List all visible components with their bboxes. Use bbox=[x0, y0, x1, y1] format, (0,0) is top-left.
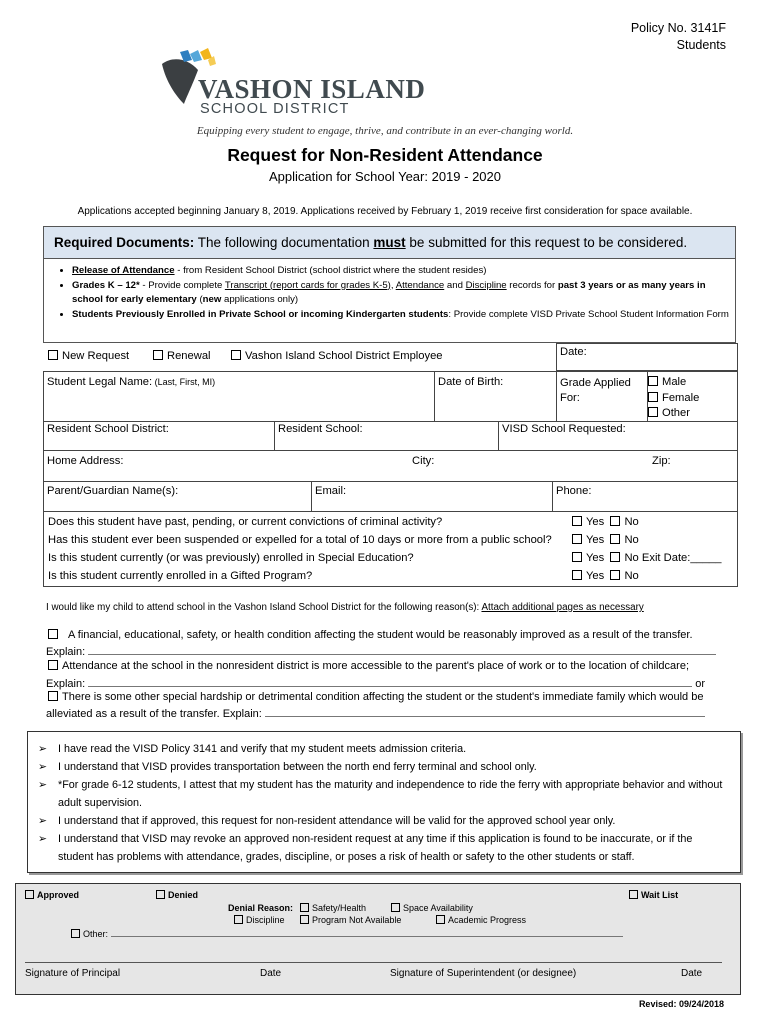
question-text: Is this student currently enrolled in a Gifted Program? bbox=[48, 570, 313, 582]
item-text: : Provide complete VISD Private School Student Information Form bbox=[448, 308, 729, 320]
explain-field[interactable] bbox=[46, 706, 705, 720]
required-documents-header bbox=[43, 226, 736, 259]
checkbox-icon[interactable] bbox=[629, 890, 638, 899]
district-tagline: Equipping every student to engage, thrive, and contribute in an ever-changing world. bbox=[196, 125, 574, 137]
item-text: , bbox=[390, 279, 396, 291]
question-answer bbox=[572, 516, 639, 528]
yes-label: Yes bbox=[586, 552, 605, 564]
option-label: Denied bbox=[168, 890, 199, 900]
resident-school-field[interactable] bbox=[275, 421, 499, 450]
field-label: City: bbox=[412, 455, 435, 467]
district-subtitle: SCHOOL DISTRICT bbox=[200, 101, 350, 117]
list-item bbox=[72, 264, 735, 279]
address-row bbox=[43, 451, 738, 482]
option-label: Academic Progress bbox=[448, 915, 527, 925]
checkbox-icon[interactable] bbox=[648, 376, 658, 386]
applications-note: Applications accepted beginning January 8, 2019. Applications received by February 1, 2019 receive first consideration for space available. bbox=[77, 206, 693, 217]
question-answer bbox=[572, 570, 639, 582]
checkbox-icon[interactable] bbox=[610, 534, 620, 544]
option-label: Vashon Island School District Employee bbox=[245, 350, 443, 362]
superintendent-date-label: Date bbox=[681, 968, 703, 979]
intro-text: I would like my child to attend school in the Vashon Island School District for the following reason(s): bbox=[46, 602, 482, 613]
option-label: Program Not Available bbox=[312, 915, 402, 925]
program-option[interactable] bbox=[300, 915, 401, 925]
checkbox-icon[interactable] bbox=[648, 392, 658, 402]
checkbox-icon[interactable] bbox=[153, 350, 163, 360]
policy-section: Students bbox=[676, 38, 726, 52]
list-item bbox=[38, 758, 728, 776]
other-reason-field[interactable] bbox=[71, 928, 623, 939]
ack-text: I understand that VISD provides transportation between the north end ferry terminal and school only. bbox=[58, 761, 537, 773]
resident-district-field[interactable] bbox=[44, 421, 275, 450]
acknowledgements-box bbox=[27, 731, 741, 873]
checkbox-icon[interactable] bbox=[436, 915, 445, 924]
release-of-attendance: Release of Attendance bbox=[72, 265, 175, 276]
date-field[interactable] bbox=[556, 343, 738, 371]
student-info-row bbox=[43, 371, 738, 422]
revised-date: Revised: 09/24/2018 bbox=[638, 999, 724, 1009]
discipline-option[interactable] bbox=[234, 915, 285, 925]
reasons-intro bbox=[46, 602, 644, 613]
checkbox-icon[interactable] bbox=[610, 552, 620, 562]
field-label: Home Address: bbox=[47, 455, 124, 467]
item-text: records for bbox=[506, 279, 558, 291]
checkbox-icon[interactable] bbox=[648, 407, 658, 417]
no-label: No bbox=[624, 552, 639, 564]
policy-header bbox=[631, 20, 726, 54]
academic-option[interactable] bbox=[436, 915, 526, 925]
safety-option[interactable] bbox=[300, 903, 366, 913]
form-subtitle: Application for School Year: 2019 - 2020 bbox=[268, 169, 501, 184]
student-questions bbox=[43, 512, 738, 587]
denied-option[interactable] bbox=[156, 890, 198, 900]
option-label: Wait List bbox=[641, 890, 679, 900]
question-text: Is this student currently (or was previously) enrolled in Special Education? bbox=[48, 552, 414, 564]
checkbox-icon[interactable] bbox=[48, 350, 58, 360]
home-address-field[interactable] bbox=[47, 455, 123, 467]
field-label: Resident School District: bbox=[47, 423, 169, 435]
explain-line[interactable] bbox=[88, 644, 716, 655]
phone-field[interactable] bbox=[553, 482, 737, 511]
checkbox-icon[interactable] bbox=[48, 660, 58, 670]
option-label: Discipline bbox=[246, 915, 285, 925]
field-label: Date: bbox=[560, 346, 587, 358]
approved-option[interactable] bbox=[25, 890, 79, 900]
arrow-bullet-icon: ➢ bbox=[38, 779, 48, 791]
other-line[interactable] bbox=[111, 928, 623, 937]
item-text: applications only) bbox=[221, 294, 299, 305]
wait-list-option[interactable] bbox=[629, 890, 678, 900]
visd-school-field[interactable] bbox=[499, 421, 737, 450]
must-text: must bbox=[373, 235, 406, 250]
grade-applied-field[interactable] bbox=[557, 372, 648, 421]
or-text: or bbox=[695, 678, 706, 690]
space-option[interactable] bbox=[391, 903, 473, 913]
field-label: Date of Birth: bbox=[438, 376, 504, 388]
yes-label: Yes bbox=[586, 534, 605, 546]
arrow-bullet-icon: ➢ bbox=[38, 743, 48, 755]
gender-options bbox=[648, 375, 699, 422]
policy-number: Policy No. 3141F bbox=[630, 21, 726, 35]
form-title: Request for Non-Resident Attendance bbox=[227, 145, 543, 165]
checkbox-icon[interactable] bbox=[572, 534, 582, 544]
grades-label: Grades K – 12* bbox=[72, 279, 140, 291]
yes-label: Yes bbox=[586, 570, 605, 582]
denial-reason-label: Denial Reason: bbox=[228, 903, 294, 913]
exit-date-field[interactable]: Exit Date:_____ bbox=[641, 552, 722, 564]
checkbox-icon[interactable] bbox=[234, 915, 243, 924]
dob-field[interactable] bbox=[435, 372, 557, 421]
female-option[interactable] bbox=[648, 391, 699, 407]
zip-field[interactable] bbox=[652, 455, 671, 467]
checkbox-icon[interactable] bbox=[25, 890, 34, 899]
item-text: - from Resident School District (school district where the student resides) bbox=[174, 265, 487, 276]
reason-text: A financial, educational, safety, or health condition affecting the student would be reasonably improved as a result of the transfer. bbox=[68, 629, 693, 641]
option-label: New Request bbox=[62, 350, 130, 362]
option-label: Space Availability bbox=[403, 903, 473, 913]
superintendent-signature-label: Signature of Superintendent (or designee) bbox=[390, 968, 577, 979]
no-label: No bbox=[624, 570, 639, 582]
field-label: Email: bbox=[315, 485, 347, 497]
list-item bbox=[72, 279, 735, 308]
ack-text: *For grade 6-12 students, I attest that my student has the maturity and independence to ride the ferry with appropriate behavior and without adult supervision. bbox=[58, 779, 723, 809]
required-documents-label: Required Documents: bbox=[54, 235, 195, 250]
checkbox-icon[interactable] bbox=[572, 516, 582, 526]
checkbox-icon[interactable] bbox=[48, 629, 58, 639]
explain-label: Explain: bbox=[46, 678, 86, 690]
student-name-field[interactable] bbox=[44, 372, 435, 421]
new-text: new bbox=[202, 294, 222, 305]
reason-3[interactable] bbox=[46, 691, 703, 703]
explain-line[interactable] bbox=[265, 706, 705, 717]
new-request-option[interactable] bbox=[48, 350, 129, 362]
checkbox-icon[interactable] bbox=[300, 903, 309, 912]
explain-line[interactable] bbox=[88, 676, 692, 687]
arrow-bullet-icon: ➢ bbox=[38, 815, 48, 827]
no-label: No bbox=[624, 516, 639, 528]
reason-text: There is some other special hardship or detrimental condition affecting the student or the student's immediate family which would be bbox=[62, 691, 704, 703]
discipline-text: Discipline bbox=[465, 279, 507, 291]
checkbox-icon[interactable] bbox=[572, 570, 582, 580]
parent-row bbox=[43, 482, 738, 512]
ack-text: I understand that if approved, this request for non-resident attendance will be valid for the approved school year only. bbox=[58, 815, 616, 827]
principal-signature-label: Signature of Principal bbox=[25, 968, 121, 979]
field-label: Student Legal Name: bbox=[47, 376, 153, 388]
reason-2[interactable] bbox=[46, 660, 689, 672]
arrow-bullet-icon: ➢ bbox=[38, 833, 48, 845]
reason-1[interactable] bbox=[46, 629, 693, 641]
attach-pages-note: Attach additional pages as necessary bbox=[481, 602, 644, 613]
field-label: Parent/Guardian Name(s): bbox=[47, 485, 179, 497]
option-label: Safety/Health bbox=[312, 903, 367, 913]
explain-field[interactable] bbox=[46, 644, 716, 658]
item-text: - Provide complete bbox=[139, 279, 225, 291]
ack-text: I understand that VISD may revoke an approved non-resident request at any time if this application is found to be inaccurate, or if the student has problems with attendance, grades, discipline, or poses a risk of health or safety to the other students or staff. bbox=[58, 833, 693, 863]
ack-text: I have read the VISD Policy 3141 and verify that my student meets admission criteria. bbox=[58, 743, 467, 755]
checkbox-icon[interactable] bbox=[48, 691, 58, 701]
office-use-box bbox=[15, 883, 741, 995]
arrow-bullet-icon: ➢ bbox=[38, 761, 48, 773]
employee-option[interactable] bbox=[231, 350, 443, 362]
checkbox-icon[interactable] bbox=[572, 552, 582, 562]
required-documents-list bbox=[43, 259, 736, 343]
field-label: VISD School Requested: bbox=[502, 423, 626, 435]
option-label: Renewal bbox=[167, 350, 211, 362]
explain-label: alleviated as a result of the transfer. Explain: bbox=[46, 708, 262, 720]
field-hint: (Last, First, MI) bbox=[152, 377, 216, 387]
list-item bbox=[38, 740, 728, 758]
option-label: Other: bbox=[83, 929, 109, 939]
checkbox-icon[interactable] bbox=[610, 570, 620, 580]
item-text: and bbox=[444, 279, 466, 291]
school-row bbox=[43, 421, 738, 451]
renewal-option[interactable] bbox=[153, 350, 211, 362]
list-item bbox=[38, 812, 728, 830]
checkbox-icon[interactable] bbox=[71, 929, 80, 938]
field-label: For: bbox=[560, 392, 580, 404]
request-type-row bbox=[43, 343, 559, 370]
field-label: Resident School: bbox=[278, 423, 363, 435]
option-label: Male bbox=[662, 376, 687, 388]
city-field[interactable] bbox=[412, 455, 434, 467]
field-label: Grade Applied bbox=[560, 377, 631, 389]
checkbox-icon[interactable] bbox=[300, 915, 309, 924]
parent-names-field[interactable] bbox=[44, 482, 312, 511]
explain-label: Explain: bbox=[46, 646, 86, 658]
transcript-text: Transcript (report cards for grades K-5) bbox=[224, 279, 391, 291]
option-label: Other bbox=[662, 407, 690, 419]
question-text: Does this student have past, pending, or current convictions of criminal activity? bbox=[48, 516, 443, 528]
option-label: Female bbox=[662, 391, 700, 404]
field-label: Phone: bbox=[556, 485, 592, 497]
required-text: The following documentation bbox=[194, 235, 374, 250]
item-text: ( bbox=[196, 294, 203, 305]
question-text: Has this student ever been suspended or expelled for a total of 10 days or more from a public school? bbox=[48, 534, 552, 546]
checkbox-icon[interactable] bbox=[391, 903, 400, 912]
private-school-label: Students Previously Enrolled in Private School or incoming Kindergarten students bbox=[72, 308, 449, 320]
principal-date-label: Date bbox=[260, 968, 282, 979]
question-answer bbox=[572, 552, 722, 564]
explain-field[interactable] bbox=[46, 676, 705, 690]
list-item bbox=[38, 776, 728, 812]
checkbox-icon[interactable] bbox=[610, 516, 620, 526]
checkbox-icon[interactable] bbox=[156, 890, 165, 899]
attendance-text: Attendance bbox=[395, 279, 445, 291]
checkbox-icon[interactable] bbox=[231, 350, 241, 360]
signature-line[interactable] bbox=[25, 962, 722, 963]
district-name: VASHON ISLAND bbox=[198, 74, 426, 104]
no-label: No bbox=[624, 534, 639, 546]
option-label: Approved bbox=[37, 890, 80, 900]
yes-label: Yes bbox=[586, 516, 605, 528]
reason-text: Attendance at the school in the nonresident district is more accessible to the parent's place of work or to the location of childcare; bbox=[62, 660, 689, 672]
other-option[interactable] bbox=[648, 406, 699, 422]
male-option[interactable] bbox=[648, 375, 699, 391]
list-item bbox=[72, 308, 735, 323]
question-answer bbox=[572, 534, 639, 546]
required-text-end: be submitted for this request to be considered. bbox=[405, 235, 688, 250]
list-item bbox=[38, 830, 728, 866]
field-label: Zip: bbox=[652, 455, 671, 467]
past-years-text: past 3 years or as many years in school for early elementary bbox=[72, 279, 706, 305]
email-field[interactable] bbox=[312, 482, 553, 511]
